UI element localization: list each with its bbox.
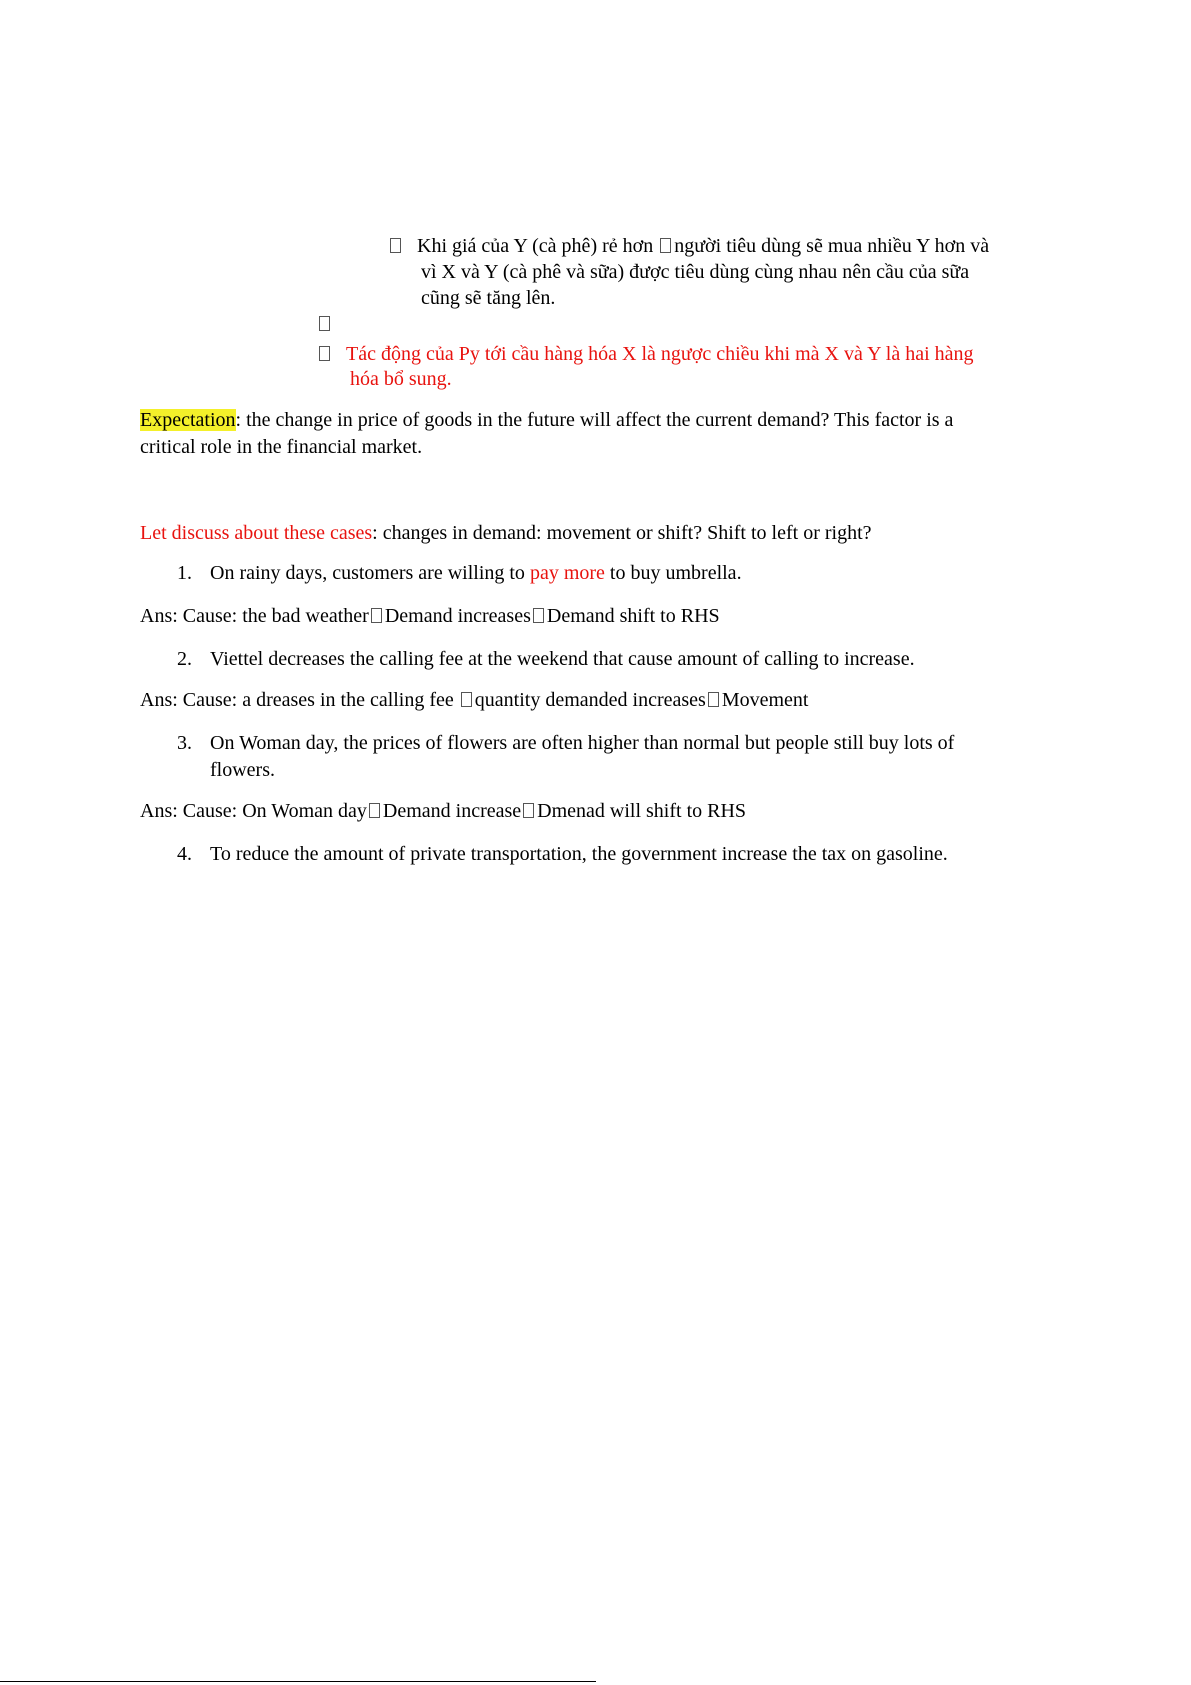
- arrow-missing-glyph-icon: [708, 692, 719, 707]
- answer-text: Dmenad will shift to RHS: [537, 800, 747, 822]
- case-3-answer: [140, 798, 746, 824]
- answer-text: Ans: Cause: the bad weather: [140, 605, 369, 627]
- bullet-red-text: Tác động của Py tới cầu hàng hóa X là ngược chiều khi mà X và Y là hai hàng: [346, 343, 974, 365]
- case-3-question-line2: flowers.: [210, 759, 275, 781]
- case-3-text: On Woman day, the prices of flowers are often higher than normal but people still buy lots of: [210, 732, 955, 754]
- bullet-red: [317, 341, 974, 367]
- arrow-missing-glyph-icon: [461, 692, 472, 707]
- missing-glyph-icon: [319, 316, 330, 331]
- discussion-lead: [140, 520, 872, 546]
- case-1-text: On rainy days, customers are willing to: [210, 562, 530, 584]
- expectation-term: Expectation: [140, 409, 236, 431]
- empty-bullet: [317, 311, 333, 337]
- bullet-level2-line3: cũng sẽ tăng lên.: [421, 287, 556, 309]
- arrow-missing-glyph-icon: [369, 803, 380, 818]
- case-1-answer: [140, 603, 720, 629]
- discussion-lead-red: Let discuss about these cases: [140, 522, 373, 544]
- bullet-red-line2: hóa bổ sung.: [350, 368, 452, 390]
- expectation-paragraph: [140, 407, 1060, 433]
- missing-glyph-icon: [660, 238, 671, 253]
- missing-glyph-icon: [319, 346, 330, 361]
- bullet-level2-line2: vì X và Y (cà phê và sữa) được tiêu dùng cùng nhau nên cầu của sữa: [421, 261, 970, 283]
- case-2-text: Viettel decreases the calling fee at the weekend that cause amount of calling to increase.: [210, 648, 915, 670]
- answer-text: Demand increases: [384, 605, 531, 627]
- case-2-answer: [140, 687, 808, 713]
- case-1-text-end: to buy umbrella.: [604, 562, 742, 584]
- answer-text: Demand increase: [382, 800, 522, 822]
- answer-text: quantity demanded increases: [474, 689, 706, 711]
- case-1-number: 1.: [177, 562, 192, 584]
- case-4-number: 4.: [177, 843, 192, 865]
- arrow-missing-glyph-icon: [533, 608, 544, 623]
- case-1-highlight: pay more: [529, 562, 605, 584]
- arrow-missing-glyph-icon: [523, 803, 534, 818]
- answer-text: Movement: [721, 689, 809, 711]
- bullet-text: người tiêu dùng sẽ mua nhiều Y hơn và: [674, 235, 990, 257]
- missing-glyph-icon: [390, 238, 401, 253]
- answer-text: Ans: Cause: On Woman day: [140, 800, 367, 822]
- arrow-missing-glyph-icon: [371, 608, 382, 623]
- case-3-number: 3.: [177, 732, 192, 754]
- case-2-number: 2.: [177, 648, 192, 670]
- discussion-lead-text: : changes in demand: movement or shift? Shift to left or right?: [372, 522, 872, 544]
- bullet-level2: [388, 233, 1128, 259]
- answer-text: Ans: Cause: a dreases in the calling fee: [140, 689, 459, 711]
- case-4-text: To reduce the amount of private transportation, the government increase the tax on gasoline.: [210, 843, 948, 865]
- expectation-text: : the change in price of goods in the future will affect the current demand? This factor is a: [235, 409, 954, 431]
- expectation-line2: critical role in the financial market.: [140, 436, 423, 458]
- answer-text: Demand shift to RHS: [546, 605, 720, 627]
- bullet-text: Khi giá của Y (cà phê) rẻ hơn: [417, 235, 654, 257]
- footer-divider: [0, 1681, 596, 1682]
